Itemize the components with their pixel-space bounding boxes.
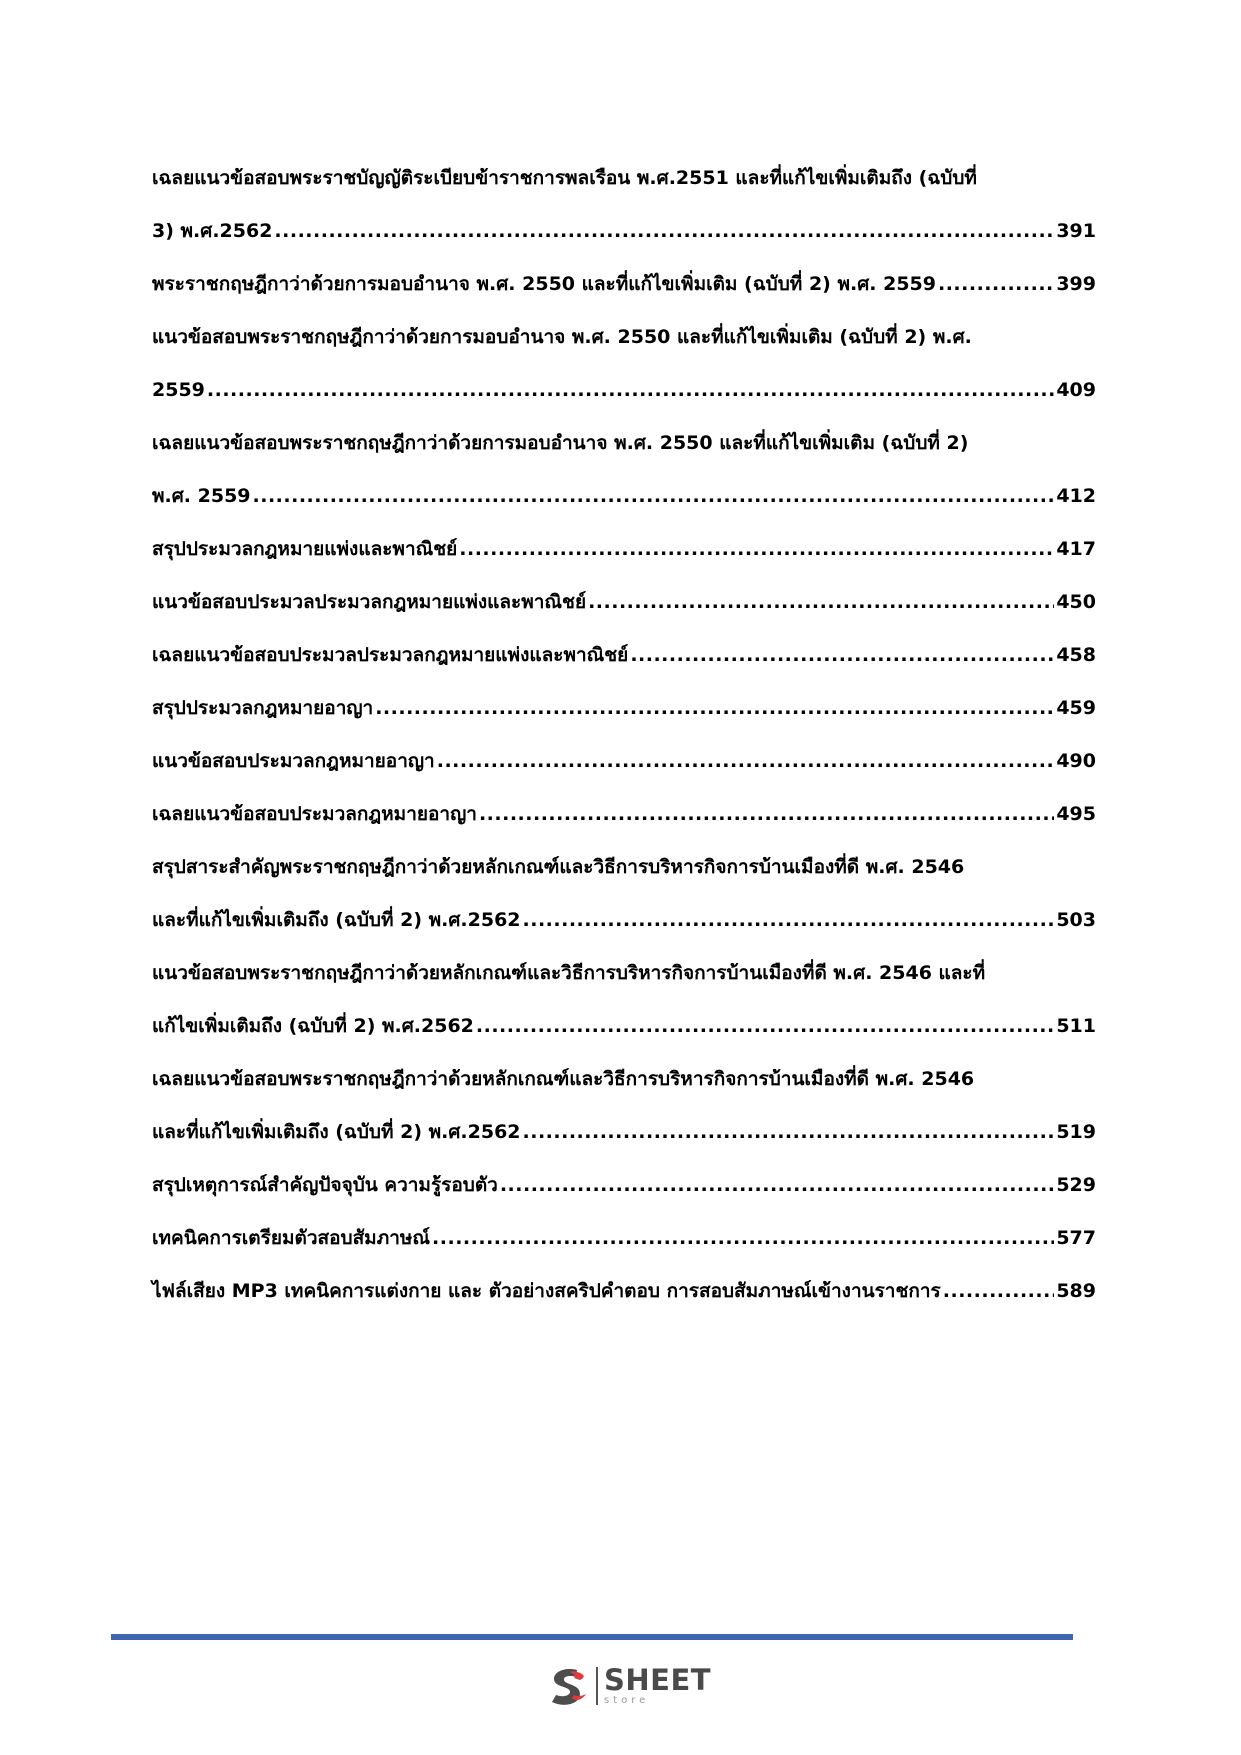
dot-leader	[630, 629, 1054, 682]
toc-entry-title: เฉลยแนวข้อสอบประมวลกฎหมายอาญา	[152, 803, 477, 825]
toc-entry-title: เทคนิคการเตรียมตัวสอบสัมภาษณ์	[152, 1227, 431, 1249]
dot-leader	[207, 364, 1054, 417]
toc-entry[interactable]	[152, 947, 1096, 1053]
toc-page-number: 391	[1056, 220, 1096, 242]
toc-entry-title: สรุปประมวลกฎหมายแพ่งและพาณิชย์	[152, 538, 458, 560]
toc-entry-title: สรุปเหตุการณ์สำคัญปัจจุบัน ความรู้รอบตัว	[152, 1174, 498, 1196]
toc-entry[interactable]	[152, 735, 1096, 788]
toc-page-number: 399	[1056, 273, 1096, 295]
toc-entry[interactable]	[152, 311, 1096, 417]
toc-entry-title-end: 3) พ.ศ.2562	[152, 220, 273, 242]
toc-page-number: 417	[1056, 538, 1096, 560]
toc-entry-title-end: และที่แก้ไขเพิ่มเติมถึง (ฉบับที่ 2) พ.ศ.2562	[152, 1121, 521, 1143]
toc-entry-title: สรุปประมวลกฎหมายอาญา	[152, 697, 374, 719]
dot-leader	[523, 894, 1055, 947]
toc-page-number: 577	[1056, 1227, 1096, 1249]
toc-page-number: 511	[1056, 1015, 1096, 1037]
toc-page-number: 529	[1056, 1174, 1096, 1196]
toc-entry-title-line: เฉลยแนวข้อสอบพระราชกฤษฎีกาว่าด้วยหลักเกณฑ์และวิธีการบริหารกิจการบ้านเมืองที่ดี พ.ศ. 2546	[152, 1068, 975, 1090]
dot-leader	[274, 205, 1054, 258]
toc-entry-title-line: แนวข้อสอบพระราชกฤษฎีกาว่าด้วยการมอบอำนาจ พ.ศ. 2550 และที่แก้ไขเพิ่มเติม (ฉบับที่ 2) พ.ศ.	[152, 326, 972, 348]
toc-entry-title-line: แนวข้อสอบพระราชกฤษฎีกาว่าด้วยหลักเกณฑ์และวิธีการบริหารกิจการบ้านเมืองที่ดี พ.ศ. 2546 และที่	[152, 962, 986, 984]
toc-entry[interactable]	[152, 841, 1096, 947]
toc-entry[interactable]	[152, 152, 1096, 258]
toc-page-number: 409	[1056, 379, 1096, 401]
dot-leader	[523, 1106, 1055, 1159]
toc-page-number: 459	[1056, 697, 1096, 719]
toc-entry[interactable]	[152, 682, 1096, 735]
toc-page-number: 519	[1056, 1121, 1096, 1143]
toc-entry[interactable]	[152, 1159, 1096, 1212]
dot-leader	[432, 1212, 1054, 1265]
toc-entry[interactable]	[152, 258, 1096, 311]
toc-entry-title: เฉลยแนวข้อสอบประมวลประมวลกฎหมายแพ่งและพาณิชย์	[152, 644, 629, 666]
toc-entry-title: แนวข้อสอบประมวลกฎหมายอาญา	[152, 750, 435, 772]
toc-entry[interactable]	[152, 629, 1096, 682]
toc-entry[interactable]	[152, 417, 1096, 523]
dot-leader	[459, 523, 1054, 576]
toc-page-number: 450	[1056, 591, 1096, 613]
toc-page-number: 458	[1056, 644, 1096, 666]
toc-page-number: 490	[1056, 750, 1096, 772]
table-of-contents	[152, 152, 1096, 1318]
toc-page-number: 495	[1056, 803, 1096, 825]
toc-entry-title: พระราชกฤษฎีกาว่าด้วยการมอบอำนาจ พ.ศ. 2550 และที่แก้ไขเพิ่มเติม (ฉบับที่ 2) พ.ศ. 2559	[152, 273, 936, 295]
sheet-store-logo-icon	[544, 1662, 592, 1710]
toc-entry-title: ไฟล์เสียง MP3 เทคนิคการแต่งกาย และ ตัวอย่างสคริปคำตอบ การสอบสัมภาษณ์เข้างานราชการ	[152, 1280, 941, 1302]
dot-leader	[500, 1159, 1054, 1212]
toc-entry[interactable]	[152, 1265, 1096, 1318]
toc-entry-title-end: แก้ไขเพิ่มเติมถึง (ฉบับที่ 2) พ.ศ.2562	[152, 1015, 474, 1037]
dot-leader	[479, 788, 1054, 841]
dot-leader	[437, 735, 1055, 788]
toc-entry[interactable]	[152, 1212, 1096, 1265]
toc-page-number: 589	[1056, 1280, 1096, 1302]
toc-entry[interactable]	[152, 788, 1096, 841]
toc-entry-title-line: เฉลยแนวข้อสอบพระราชบัญญัติระเบียบข้าราชการพลเรือน พ.ศ.2551 และที่แก้ไขเพิ่มเติมถึง (ฉบับที่	[152, 167, 977, 189]
toc-page-number: 503	[1056, 909, 1096, 931]
logo-subtext: store	[604, 1695, 650, 1706]
toc-entry-title-line: สรุปสาระสำคัญพระราชกฤษฎีกาว่าด้วยหลักเกณฑ์และวิธีการบริหารกิจการบ้านเมืองที่ดี พ.ศ. 2546	[152, 856, 965, 878]
toc-entry-title-line: เฉลยแนวข้อสอบพระราชกฤษฎีกาว่าด้วยการมอบอำนาจ พ.ศ. 2550 และที่แก้ไขเพิ่มเติม (ฉบับที่ 2)	[152, 432, 969, 454]
footer-divider	[111, 1634, 1073, 1640]
sheet-store-logo	[544, 1661, 711, 1711]
toc-entry-title: แนวข้อสอบประมวลประมวลกฎหมายแพ่งและพาณิชย์	[152, 591, 587, 613]
dot-leader	[588, 576, 1054, 629]
toc-entry-title-end: และที่แก้ไขเพิ่มเติมถึง (ฉบับที่ 2) พ.ศ.2562	[152, 909, 521, 931]
toc-entry-title-end: 2559	[152, 379, 205, 401]
dot-leader	[938, 258, 1054, 311]
toc-entry[interactable]	[152, 576, 1096, 629]
toc-entry-title-end: พ.ศ. 2559	[152, 485, 251, 507]
logo-divider	[596, 1667, 598, 1705]
toc-entry[interactable]	[152, 523, 1096, 576]
dot-leader	[943, 1265, 1055, 1318]
dot-leader	[476, 1000, 1054, 1053]
dot-leader	[253, 470, 1055, 523]
dot-leader	[375, 682, 1054, 735]
logo-wordmark: SHEET	[604, 1663, 712, 1697]
toc-page-number: 412	[1056, 485, 1096, 507]
toc-entry[interactable]	[152, 1053, 1096, 1159]
